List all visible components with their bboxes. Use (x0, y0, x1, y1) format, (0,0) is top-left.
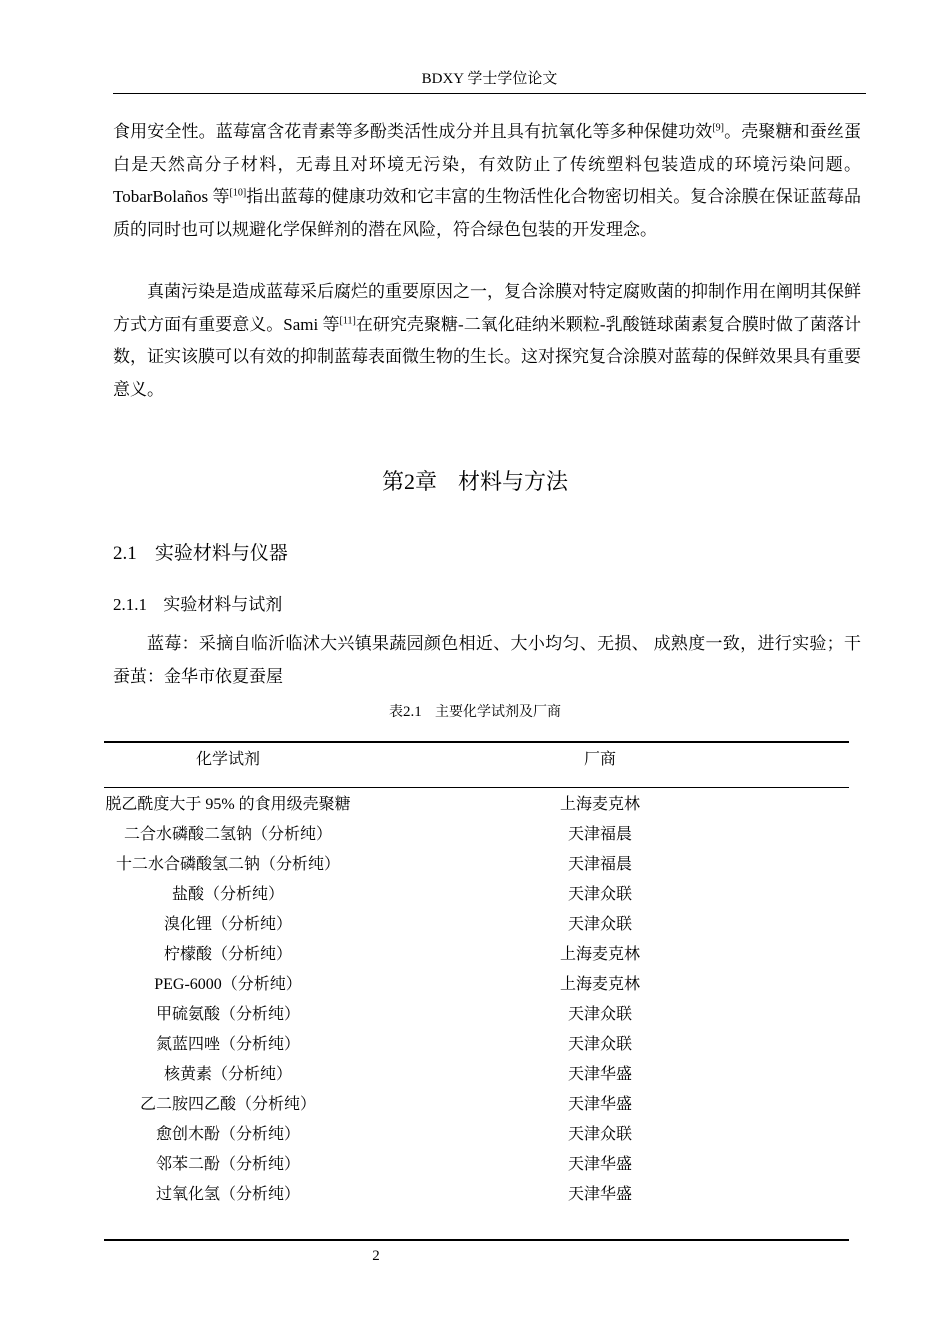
citation-ref: [10] (229, 187, 247, 199)
citation-ref: [9] (712, 122, 725, 134)
subsection-number: 2.1.1 (113, 595, 147, 614)
manufacturer-cell: 上海麦克林 (559, 796, 640, 813)
reagent-cell: 核黄素（分析纯） (163, 1066, 292, 1083)
table-row (104, 1033, 849, 1056)
paragraph-fungal (113, 276, 861, 406)
paragraph-text: 真菌污染是造成蓝莓采后腐烂的重要原因之一，复合涂膜对特定腐败菌的抑制作用在阐明其保鲜方式方面有重要意义。Sami 等 (113, 282, 861, 334)
reagent-cell: 溴化锂（分析纯） (163, 916, 292, 933)
table-row (104, 1063, 849, 1086)
column-header-reagent: 化学试剂 (195, 751, 260, 768)
paragraph-intro (113, 116, 861, 246)
caption-title: 主要化学试剂及厂商 (435, 704, 562, 720)
table-row (104, 973, 849, 996)
paragraph-text: 食用安全性。蓝莓富含花青素等多酚类活性成分并且具有抗氧化等多种保健功效 (113, 122, 713, 141)
reagent-cell: PEG-6000（分析纯） (154, 976, 302, 993)
table-caption (0, 700, 950, 724)
paragraph-text: 指出蓝莓的健康功效和它丰富的生物活性化合物密切相关。复合涂膜在保证蓝莓品质的同时也可以规避化学保鲜剂的潜在风险，符合绿色包装的开发理念。 (113, 187, 861, 239)
manufacturer-cell: 天津众联 (567, 916, 632, 933)
table-row (104, 1153, 849, 1176)
reagent-cell: 过氧化氢（分析纯） (155, 1186, 300, 1203)
caption-prefix: 表 (388, 704, 403, 720)
page-header: BDXY 学士学位论文 (113, 66, 866, 94)
table-row (104, 853, 849, 876)
table-bottom-rule (104, 1239, 849, 1241)
table-row (104, 943, 849, 966)
reagent-cell: 乙二胺四乙酸（分析纯） (139, 1096, 316, 1113)
chapter-number: 2 (404, 469, 415, 494)
section-heading (113, 536, 288, 571)
table-row (104, 1183, 849, 1206)
page-number: 2 (372, 1248, 380, 1264)
chapter-heading (0, 462, 950, 503)
table-row (104, 793, 849, 816)
table-row (104, 1003, 849, 1026)
table-body (104, 793, 849, 1206)
table-header-rule (104, 787, 849, 788)
table-row (104, 913, 849, 936)
manufacturer-cell: 天津众联 (567, 1006, 632, 1023)
chapter-title: 材料与方法 (458, 470, 569, 495)
table-row (104, 1093, 849, 1116)
manufacturer-cell: 天津华盛 (567, 1096, 632, 1113)
reagent-cell: 邻苯二酚（分析纯） (155, 1156, 300, 1173)
section-number: 2.1 (113, 543, 137, 564)
manufacturer-cell: 天津众联 (567, 886, 632, 903)
manufacturer-cell: 天津华盛 (567, 1186, 632, 1203)
subsection-title: 实验材料与试剂 (163, 595, 283, 615)
section-title: 实验材料与仪器 (154, 542, 288, 564)
reagent-cell: 二合水磷酸二氢钠（分析纯） (123, 826, 332, 843)
table-row (104, 823, 849, 846)
column-header-manufacturer: 厂商 (583, 751, 616, 768)
citation-ref: [11] (339, 314, 356, 326)
reagent-cell: 十二水合磷酸氢二钠（分析纯） (115, 856, 340, 873)
manufacturer-cell: 天津众联 (567, 1126, 632, 1143)
table-row (104, 883, 849, 906)
paragraph-materials: 蓝莓：采摘自临沂临沭大兴镇果蔬园颜色相近、大小均匀、无损、 成熟度一致，进行实验；干蚕茧：金华市依夏蚕屋 (113, 634, 861, 686)
reagent-cell: 柠檬酸（分析纯） (163, 946, 292, 963)
manufacturer-cell: 天津华盛 (567, 1066, 632, 1083)
reagent-table (104, 741, 849, 1241)
manufacturer-cell: 天津众联 (567, 1036, 632, 1053)
paragraph-text: 。壳聚糖和蚕丝蛋白是天然高分子材料，无毒且对环境无污染，有效防止了传统塑料包装造成的环境污染问题。TobarBolaños 等 (113, 122, 862, 206)
manufacturer-cell: 天津福晨 (567, 856, 632, 873)
manufacturer-cell: 上海麦克林 (559, 946, 640, 963)
manufacturer-cell: 天津华盛 (567, 1156, 632, 1173)
paragraph-text: 在研究壳聚糖-二氧化硅纳米颗粒-乳酸链球菌素复合膜时做了菌落计数，证实该膜可以有效的抑制蓝莓表面微生物的生长。这对探究复合涂膜对蓝莓的保鲜效果具有重要意义。 (113, 314, 861, 399)
table-top-rule (104, 741, 849, 743)
reagent-cell: 盐酸（分析纯） (171, 886, 284, 903)
manufacturer-cell: 上海麦克林 (559, 976, 640, 993)
manufacturer-cell: 天津福晨 (567, 826, 632, 843)
reagent-cell: 氮蓝四唑（分析纯） (155, 1036, 300, 1053)
reagent-cell: 脱乙酰度大于 95% 的食用级壳聚糖 (105, 796, 351, 813)
caption-number: 2.1 (402, 704, 422, 720)
chapter-prefix: 第 (381, 470, 404, 495)
reagent-cell: 愈创木酚（分析纯） (155, 1126, 300, 1143)
reagent-cell: 甲硫氨酸（分析纯） (155, 1006, 300, 1023)
subsection-heading (113, 589, 282, 621)
table-row (104, 1123, 849, 1146)
chapter-suffix: 章 (415, 470, 438, 495)
